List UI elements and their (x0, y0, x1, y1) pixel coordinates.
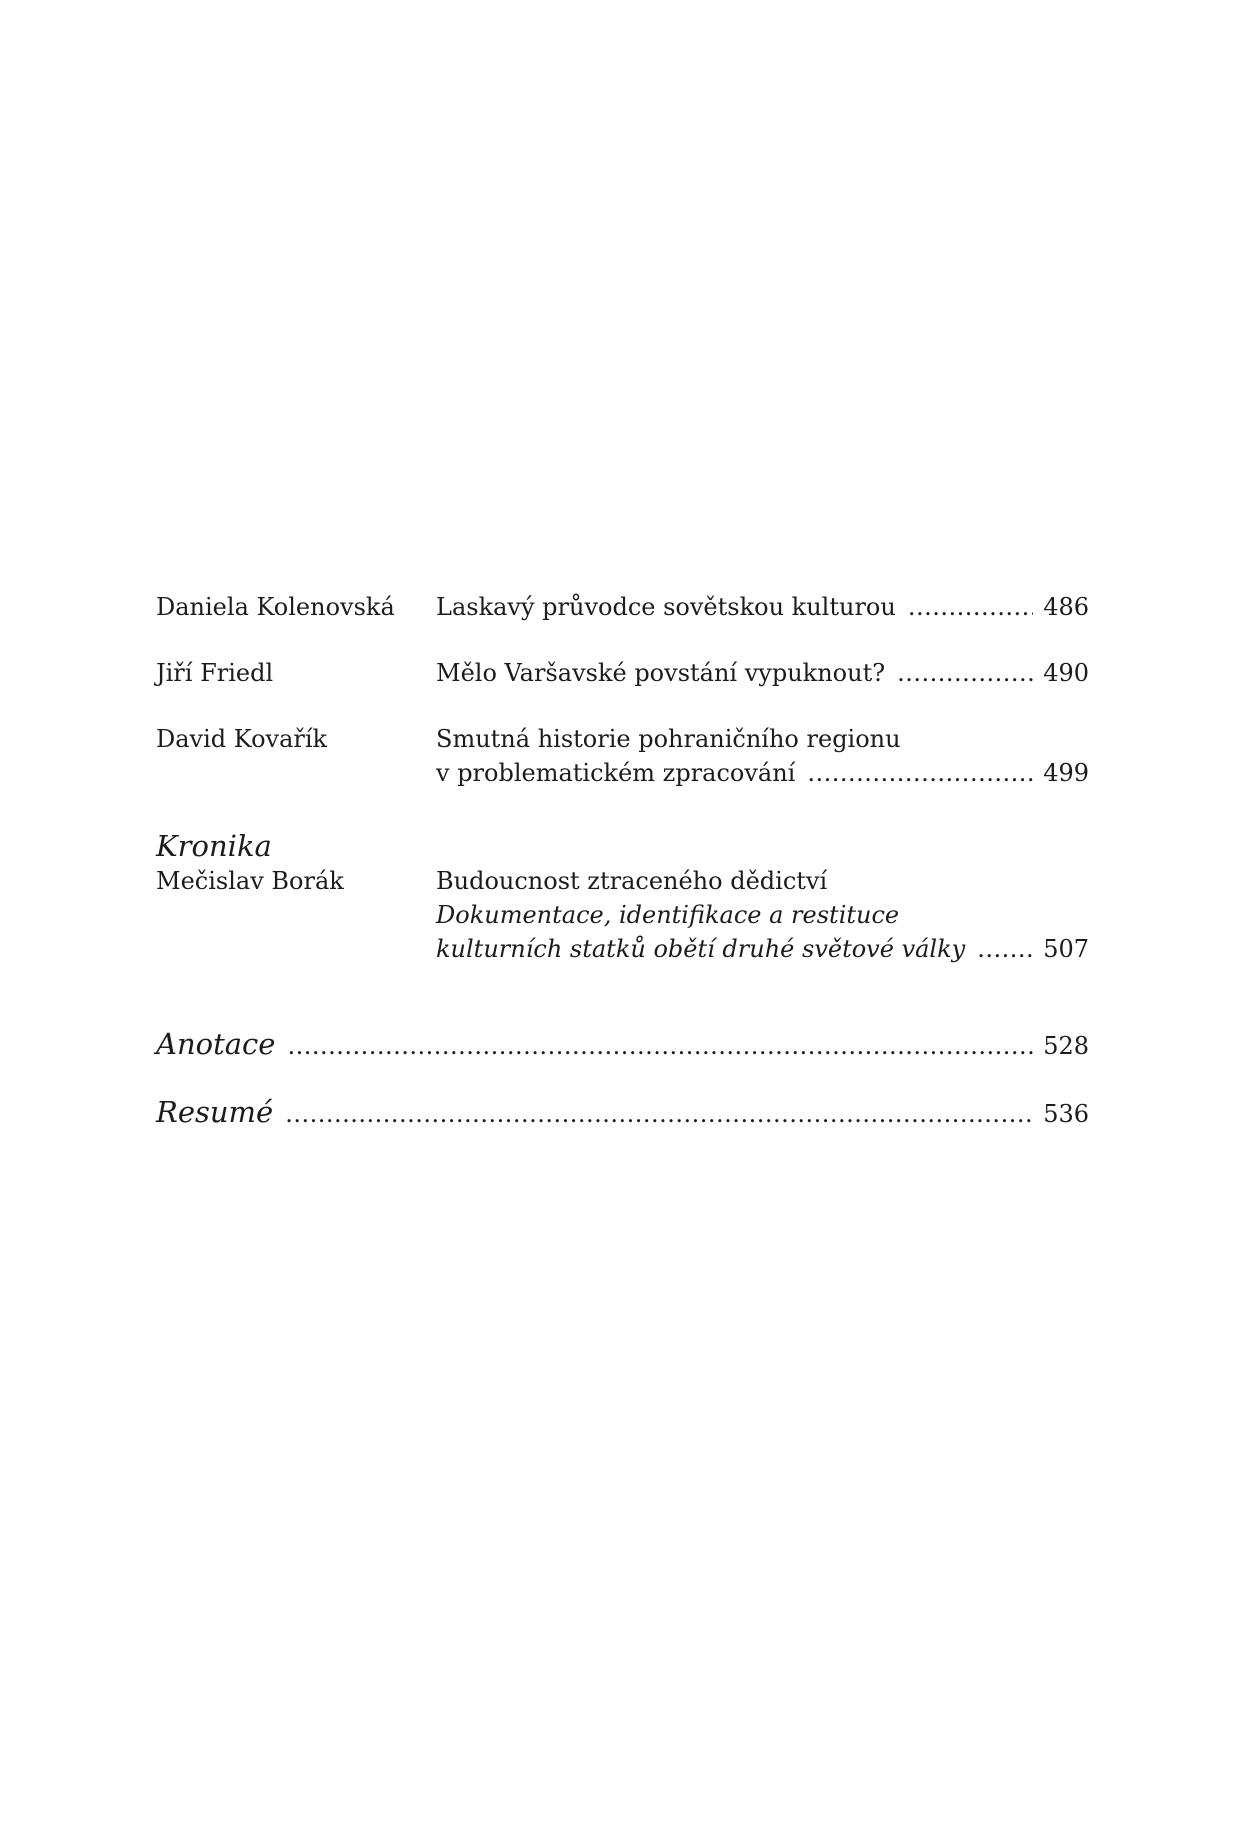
toc-entry-borak[interactable] (156, 864, 1089, 966)
entry-author: Mečislav Borák (156, 867, 344, 895)
dot-leader (287, 1028, 1033, 1064)
entry-subtitle-line-2: kulturních statků obětí druhé světové války (436, 935, 966, 963)
toc-entry-anotace[interactable] (156, 1026, 1089, 1064)
toc-entry-resume[interactable] (156, 1094, 1089, 1132)
entry-author: Daniela Kolenovská (156, 593, 395, 621)
toc-entry-kovarik[interactable] (156, 722, 1089, 790)
entry-subtitle-line-1: Dokumentace, identifikace a restituce (436, 901, 900, 929)
toc-entry-kolenovska[interactable] (156, 590, 1089, 624)
section-heading-kronika: Kronika (156, 829, 272, 863)
page-number: 528 (1043, 1032, 1089, 1060)
entry-author: Jiří Friedl (156, 659, 274, 687)
entry-title: Mělo Varšavské povstání vypuknout? (436, 659, 886, 687)
dot-leader (908, 590, 1033, 624)
dot-leader (897, 656, 1033, 690)
entry-title-line-1: Smutná historie pohraničního regionu (436, 725, 901, 753)
table-of-contents (156, 590, 1089, 1132)
page-number: 486 (1043, 593, 1089, 621)
dot-leader (807, 756, 1033, 790)
dot-leader (285, 1096, 1033, 1132)
page-number: 499 (1043, 759, 1089, 787)
dot-leader (977, 932, 1033, 966)
page-number: 536 (1043, 1100, 1089, 1128)
entry-title: Budoucnost ztraceného dědictví (436, 867, 828, 895)
page-number: 507 (1043, 935, 1089, 963)
page-number: 490 (1043, 659, 1089, 687)
anotace-label: Anotace (156, 1027, 276, 1061)
toc-entry-friedl[interactable] (156, 656, 1089, 690)
entry-title: Laskavý průvodce sovětskou kulturou (436, 593, 896, 621)
resume-label: Resumé (156, 1095, 274, 1129)
entry-title-line-2: v problematickém zpracování (436, 759, 796, 787)
entry-author: David Kovařík (156, 725, 328, 753)
